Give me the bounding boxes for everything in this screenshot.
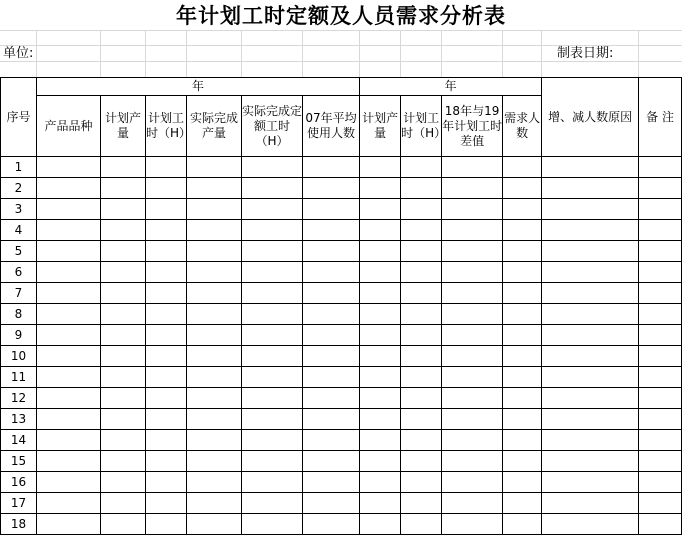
table-cell[interactable] (503, 346, 542, 367)
table-cell[interactable] (303, 514, 360, 535)
table-row (1, 262, 682, 283)
analysis-table (0, 77, 682, 535)
table-cell[interactable] (639, 430, 682, 451)
table-cell[interactable] (503, 157, 542, 178)
table-cell[interactable] (503, 409, 542, 430)
table-cell[interactable] (442, 472, 503, 493)
table-cell[interactable] (542, 304, 639, 325)
table-cell[interactable] (639, 514, 682, 535)
table-cell[interactable] (37, 451, 101, 472)
table-cell[interactable] (442, 430, 503, 451)
table-cell[interactable] (146, 157, 187, 178)
header-actual-quota-hours: 实际完成定额工时（H） (242, 96, 303, 157)
table-cell[interactable] (639, 178, 682, 199)
table-cell[interactable] (360, 199, 401, 220)
table-cell[interactable] (242, 283, 303, 304)
table-cell[interactable] (503, 199, 542, 220)
header-product: 产品品种 (37, 96, 101, 157)
table-row (1, 157, 682, 178)
table-row (1, 388, 682, 409)
table-cell[interactable] (639, 157, 682, 178)
table-cell[interactable] (187, 367, 242, 388)
table-cell[interactable] (187, 304, 242, 325)
table-cell[interactable] (542, 157, 639, 178)
table-cell[interactable] (542, 199, 639, 220)
row-number: 8 (1, 304, 37, 325)
row-number: 1 (1, 157, 37, 178)
table-cell[interactable] (187, 451, 242, 472)
table-cell[interactable] (542, 178, 639, 199)
table-cell[interactable] (37, 304, 101, 325)
table-cell[interactable] (442, 157, 503, 178)
table-row (1, 493, 682, 514)
table-row (1, 514, 682, 535)
table-cell[interactable] (503, 514, 542, 535)
table-cell[interactable] (639, 451, 682, 472)
table-cell[interactable] (37, 325, 101, 346)
row-number: 7 (1, 283, 37, 304)
table-cell[interactable] (242, 367, 303, 388)
table-row (1, 199, 682, 220)
table-cell[interactable] (242, 304, 303, 325)
header-year-group-1: 年 (37, 78, 360, 96)
table-cell[interactable] (303, 493, 360, 514)
gridline (359, 30, 360, 77)
gridline (638, 30, 639, 77)
table-header (1, 78, 682, 157)
table-cell[interactable] (360, 178, 401, 199)
table-cell[interactable] (442, 325, 503, 346)
table-cell[interactable] (146, 451, 187, 472)
header-plan-hours: 计划工时（H） (146, 96, 187, 157)
table-cell[interactable] (37, 157, 101, 178)
table-cell[interactable] (187, 262, 242, 283)
table-cell[interactable] (542, 220, 639, 241)
table-cell[interactable] (303, 262, 360, 283)
table-cell[interactable] (360, 283, 401, 304)
table-cell[interactable] (146, 283, 187, 304)
table-cell[interactable] (639, 262, 682, 283)
table-cell[interactable] (360, 346, 401, 367)
row-number: 12 (1, 388, 37, 409)
row-number: 2 (1, 178, 37, 199)
table-cell[interactable] (37, 241, 101, 262)
table-cell[interactable] (303, 199, 360, 220)
table-row (1, 430, 682, 451)
table-cell[interactable] (242, 451, 303, 472)
table-cell[interactable] (639, 388, 682, 409)
table-cell[interactable] (542, 241, 639, 262)
table-cell[interactable] (542, 409, 639, 430)
table-cell[interactable] (146, 388, 187, 409)
table-cell[interactable] (101, 178, 146, 199)
table-cell[interactable] (187, 409, 242, 430)
table-cell[interactable] (401, 220, 442, 241)
table-cell[interactable] (542, 472, 639, 493)
table-cell[interactable] (101, 157, 146, 178)
table-cell[interactable] (401, 262, 442, 283)
table-cell[interactable] (101, 409, 146, 430)
table-cell[interactable] (442, 409, 503, 430)
header-reason: 增、减人数原因 (542, 78, 639, 157)
table-cell[interactable] (101, 220, 146, 241)
table-cell[interactable] (37, 199, 101, 220)
table-cell[interactable] (401, 367, 442, 388)
table-cell[interactable] (303, 451, 360, 472)
table-cell[interactable] (187, 346, 242, 367)
table-cell[interactable] (242, 220, 303, 241)
table-cell[interactable] (360, 325, 401, 346)
gridline (541, 30, 542, 77)
table-cell[interactable] (442, 178, 503, 199)
table-cell[interactable] (401, 241, 442, 262)
table-cell[interactable] (503, 367, 542, 388)
table-cell[interactable] (303, 178, 360, 199)
table-cell[interactable] (37, 367, 101, 388)
table-cell[interactable] (503, 220, 542, 241)
table-cell[interactable] (303, 430, 360, 451)
table-cell[interactable] (639, 325, 682, 346)
table-cell[interactable] (187, 493, 242, 514)
table-cell[interactable] (37, 346, 101, 367)
table-cell[interactable] (360, 367, 401, 388)
header-actual-output: 实际完成产量 (187, 96, 242, 157)
table-cell[interactable] (360, 388, 401, 409)
table-cell[interactable] (303, 346, 360, 367)
row-number: 13 (1, 409, 37, 430)
header-year-group-2: 年 (360, 78, 542, 96)
table-cell[interactable] (37, 472, 101, 493)
table-cell[interactable] (401, 451, 442, 472)
gridline (302, 30, 303, 77)
table-cell[interactable] (37, 514, 101, 535)
table-cell[interactable] (242, 409, 303, 430)
table-cell[interactable] (542, 388, 639, 409)
table-cell[interactable] (360, 451, 401, 472)
gridline (145, 30, 146, 77)
table-row (1, 472, 682, 493)
gridline (100, 30, 101, 77)
table-cell[interactable] (146, 241, 187, 262)
table-cell[interactable] (146, 325, 187, 346)
table-cell[interactable] (303, 367, 360, 388)
row-number: 16 (1, 472, 37, 493)
table-cell[interactable] (542, 325, 639, 346)
table-cell[interactable] (187, 220, 242, 241)
table-cell[interactable] (303, 409, 360, 430)
table-cell[interactable] (360, 409, 401, 430)
row-number: 6 (1, 262, 37, 283)
row-number: 14 (1, 430, 37, 451)
table-cell[interactable] (242, 199, 303, 220)
header-need-staff: 需求人数 (503, 96, 542, 157)
unit-label: 单位: (3, 46, 34, 61)
table-cell[interactable] (101, 325, 146, 346)
table-cell[interactable] (503, 451, 542, 472)
table-cell[interactable] (146, 514, 187, 535)
row-number: 17 (1, 493, 37, 514)
table-cell[interactable] (503, 388, 542, 409)
table-cell[interactable] (442, 367, 503, 388)
table-cell[interactable] (101, 430, 146, 451)
gridline (36, 30, 37, 77)
table-cell[interactable] (542, 283, 639, 304)
table-cell[interactable] (187, 325, 242, 346)
table-cell[interactable] (242, 262, 303, 283)
table-cell[interactable] (442, 241, 503, 262)
table-cell[interactable] (101, 262, 146, 283)
table-cell[interactable] (639, 409, 682, 430)
table-cell[interactable] (639, 493, 682, 514)
table-cell[interactable] (639, 346, 682, 367)
table-cell[interactable] (101, 493, 146, 514)
table-cell[interactable] (442, 514, 503, 535)
table-cell[interactable] (37, 262, 101, 283)
table-cell[interactable] (101, 346, 146, 367)
table-cell[interactable] (187, 430, 242, 451)
table-row (1, 178, 682, 199)
table-cell[interactable] (503, 241, 542, 262)
gridline (400, 30, 401, 77)
table-cell[interactable] (303, 325, 360, 346)
table-cell[interactable] (187, 157, 242, 178)
table-cell[interactable] (146, 262, 187, 283)
table-cell[interactable] (187, 241, 242, 262)
table-cell[interactable] (101, 199, 146, 220)
table-cell[interactable] (442, 304, 503, 325)
table-cell[interactable] (187, 514, 242, 535)
table-cell[interactable] (401, 388, 442, 409)
table-cell[interactable] (37, 178, 101, 199)
table-cell[interactable] (401, 514, 442, 535)
table-cell[interactable] (101, 388, 146, 409)
table-cell[interactable] (187, 388, 242, 409)
header-plan-output-2: 计划产量 (360, 96, 401, 157)
table-cell[interactable] (101, 241, 146, 262)
table-cell[interactable] (101, 367, 146, 388)
sheet-title: 年计划工时定额及人员需求分析表 (176, 3, 506, 28)
row-number: 3 (1, 199, 37, 220)
table-cell[interactable] (187, 472, 242, 493)
table-row (1, 325, 682, 346)
table-cell[interactable] (146, 199, 187, 220)
table-cell[interactable] (101, 514, 146, 535)
table-cell[interactable] (303, 220, 360, 241)
row-number: 18 (1, 514, 37, 535)
table-cell[interactable] (101, 472, 146, 493)
table-cell[interactable] (542, 514, 639, 535)
table-row (1, 451, 682, 472)
gridline (241, 30, 242, 77)
table-cell[interactable] (146, 430, 187, 451)
table-cell[interactable] (639, 472, 682, 493)
table-cell[interactable] (187, 283, 242, 304)
header-avg-staff: 07年平均使用人数 (303, 96, 360, 157)
table-cell[interactable] (442, 199, 503, 220)
table-cell[interactable] (146, 493, 187, 514)
table-row (1, 220, 682, 241)
gridline (186, 30, 187, 77)
table-row (1, 241, 682, 262)
table-cell[interactable] (442, 220, 503, 241)
table-cell[interactable] (242, 514, 303, 535)
table-cell[interactable] (303, 241, 360, 262)
table-cell[interactable] (360, 241, 401, 262)
table-cell[interactable] (401, 157, 442, 178)
table-cell[interactable] (503, 493, 542, 514)
table-cell[interactable] (146, 409, 187, 430)
table-row (1, 409, 682, 430)
table-cell[interactable] (360, 514, 401, 535)
table-cell[interactable] (187, 199, 242, 220)
table-cell[interactable] (360, 472, 401, 493)
table-cell[interactable] (242, 388, 303, 409)
table-cell[interactable] (503, 178, 542, 199)
table-cell[interactable] (401, 430, 442, 451)
table-cell[interactable] (442, 451, 503, 472)
table-cell[interactable] (360, 220, 401, 241)
table-cell[interactable] (101, 304, 146, 325)
table-cell[interactable] (303, 283, 360, 304)
table-cell[interactable] (187, 178, 242, 199)
table-row (1, 367, 682, 388)
table-cell[interactable] (146, 304, 187, 325)
table-cell[interactable] (542, 346, 639, 367)
table-cell[interactable] (401, 325, 442, 346)
table-cell[interactable] (242, 346, 303, 367)
table-cell[interactable] (146, 472, 187, 493)
table-cell[interactable] (303, 304, 360, 325)
table-cell[interactable] (37, 493, 101, 514)
gridline (441, 30, 442, 77)
table-cell[interactable] (401, 304, 442, 325)
table-cell[interactable] (146, 178, 187, 199)
header-remark: 备 注 (639, 78, 682, 157)
table-cell[interactable] (542, 367, 639, 388)
table-cell[interactable] (242, 178, 303, 199)
gridline (502, 30, 503, 77)
table-cell[interactable] (639, 220, 682, 241)
header-plan-output: 计划产量 (101, 96, 146, 157)
table-cell[interactable] (146, 346, 187, 367)
table-cell[interactable] (37, 409, 101, 430)
table-cell[interactable] (503, 304, 542, 325)
table-cell[interactable] (401, 409, 442, 430)
table-cell[interactable] (37, 388, 101, 409)
table-cell[interactable] (639, 367, 682, 388)
table-cell[interactable] (639, 304, 682, 325)
header-plan-hours-2: 计划工时（H） (401, 96, 442, 157)
table-cell[interactable] (639, 199, 682, 220)
table-cell[interactable] (242, 325, 303, 346)
table-cell[interactable] (242, 472, 303, 493)
table-cell[interactable] (442, 262, 503, 283)
table-cell[interactable] (360, 430, 401, 451)
date-label: 制表日期: (557, 46, 614, 61)
table-cell[interactable] (101, 451, 146, 472)
table-row (1, 283, 682, 304)
table-cell[interactable] (146, 220, 187, 241)
table-cell[interactable] (401, 346, 442, 367)
table-cell[interactable] (146, 367, 187, 388)
table-cell[interactable] (360, 493, 401, 514)
table-cell[interactable] (101, 283, 146, 304)
table-cell[interactable] (442, 346, 503, 367)
header-seq: 序号 (1, 78, 37, 157)
row-number: 9 (1, 325, 37, 346)
table-cell[interactable] (37, 283, 101, 304)
table-body (1, 157, 682, 535)
table-cell[interactable] (242, 157, 303, 178)
table-cell[interactable] (542, 451, 639, 472)
table-cell[interactable] (242, 430, 303, 451)
table-cell[interactable] (303, 388, 360, 409)
table-cell[interactable] (37, 220, 101, 241)
table-cell[interactable] (37, 430, 101, 451)
table-cell[interactable] (503, 325, 542, 346)
header-hours-diff: 18年与19年计划工时差值 (442, 96, 503, 157)
table-cell[interactable] (303, 472, 360, 493)
table-cell[interactable] (401, 472, 442, 493)
table-cell[interactable] (542, 430, 639, 451)
table-cell[interactable] (303, 157, 360, 178)
table-cell[interactable] (542, 262, 639, 283)
row-number: 5 (1, 241, 37, 262)
table-cell[interactable] (542, 493, 639, 514)
table-cell[interactable] (503, 262, 542, 283)
row-number: 10 (1, 346, 37, 367)
table-row (1, 304, 682, 325)
table-cell[interactable] (401, 178, 442, 199)
table-cell[interactable] (360, 262, 401, 283)
table-cell[interactable] (360, 157, 401, 178)
table-cell[interactable] (639, 241, 682, 262)
table-cell[interactable] (442, 283, 503, 304)
table-cell[interactable] (503, 430, 542, 451)
table-cell[interactable] (401, 283, 442, 304)
table-cell[interactable] (442, 493, 503, 514)
row-number: 4 (1, 220, 37, 241)
table-cell[interactable] (401, 199, 442, 220)
table-cell[interactable] (639, 283, 682, 304)
table-cell[interactable] (503, 283, 542, 304)
table-cell[interactable] (242, 241, 303, 262)
table-cell[interactable] (442, 388, 503, 409)
table-cell[interactable] (503, 472, 542, 493)
row-number: 15 (1, 451, 37, 472)
table-cell[interactable] (242, 493, 303, 514)
table-cell[interactable] (360, 304, 401, 325)
row-number: 11 (1, 367, 37, 388)
table-cell[interactable] (401, 493, 442, 514)
table-row (1, 346, 682, 367)
